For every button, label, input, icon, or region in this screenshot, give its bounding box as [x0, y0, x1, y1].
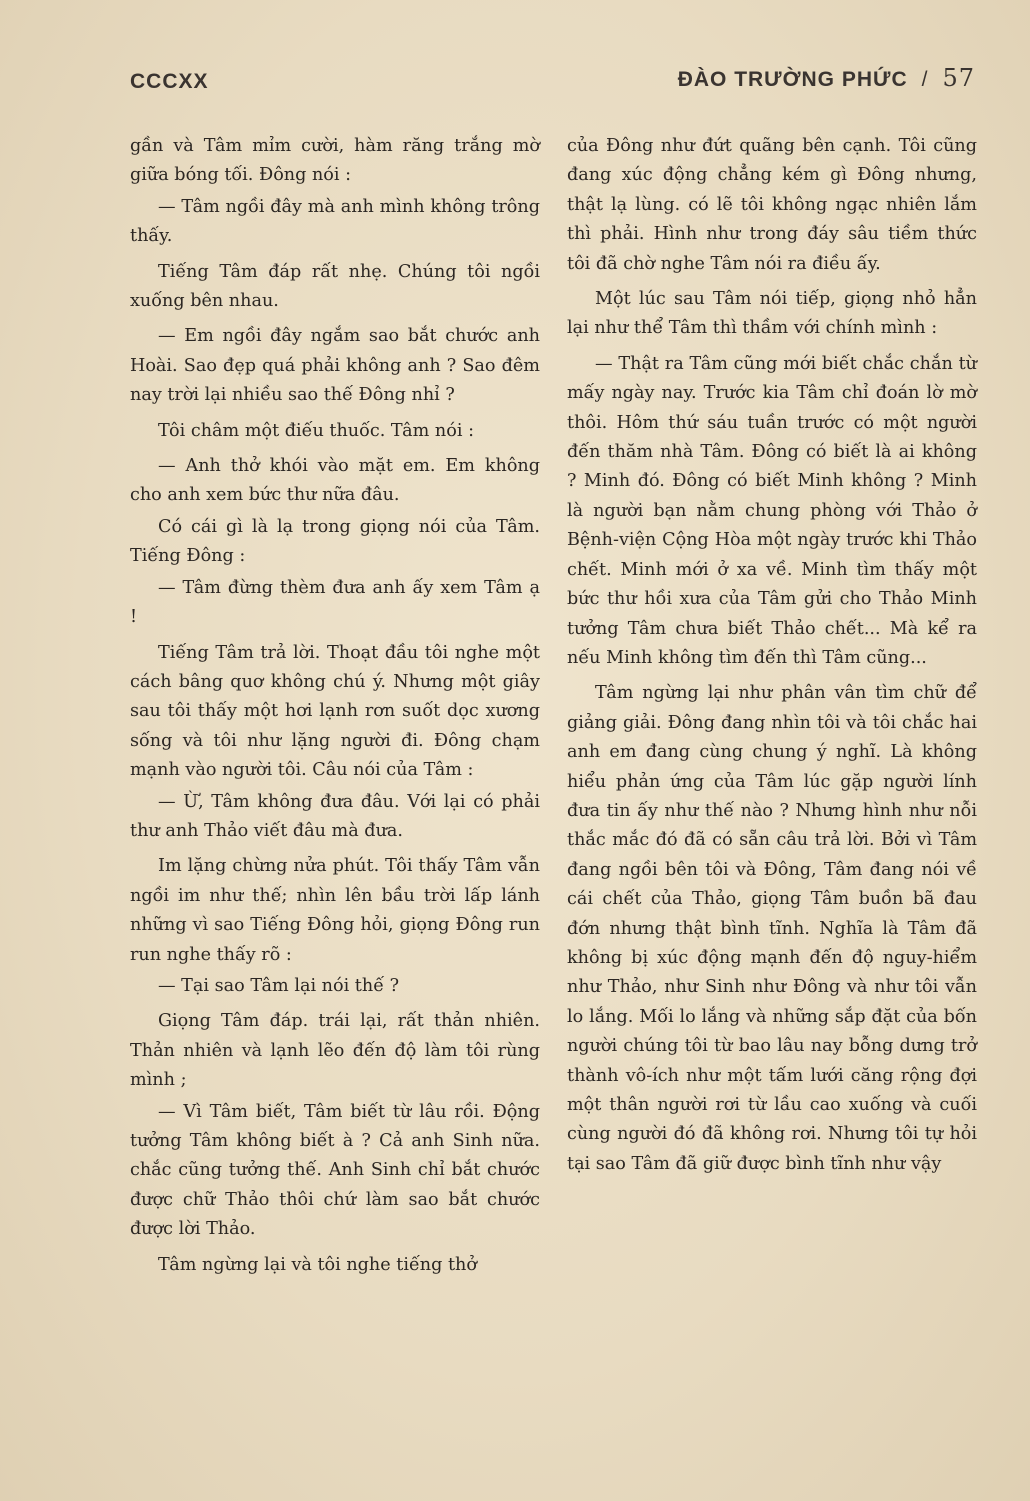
paragraph: Tiếng Tâm trả lời. Thoạt đầu tôi nghe một cách bâng quơ không chú ý. Nhưng một giây sau tôi thấy một hơi lạnh rơn suốt dọc xương sống và tôi như lặng người đi. Đông chạm mạnh vào người tôi. Câu nói của Tâm :	[130, 642, 540, 781]
paragraph: Giọng Tâm đáp. trái lại, rất thản nhiên. Thản nhiên và lạnh lẽo đến độ làm tôi rùng mình ;	[130, 1011, 540, 1091]
section-label: CCCXX	[130, 70, 209, 93]
paragraph: của Đông như đứt quãng bên cạnh. Tôi cũng đang xúc động chẳng kém gì Đông nhưng, thật lạ lùng. có lẽ tôi không ngạc nhiên lắm thì phải. Hình như trong đáy sâu tiềm thức tôi đã chờ nghe Tâm nói ra điều ấy.	[567, 136, 977, 274]
running-head	[130, 62, 975, 102]
paragraph: Tôi châm một điếu thuốc. Tâm nói :	[158, 420, 474, 441]
paragraph: — Ừ, Tâm không đưa đâu. Với lại có phải thư anh Thảo viết đâu mà đưa.	[130, 791, 540, 841]
paragraph: Có cái gì là lạ trong giọng nói của Tâm. Tiếng Đông :	[130, 516, 540, 567]
paragraph: — Thật ra Tâm cũng mới biết chắc chắn từ mấy ngày nay. Trước kia Tâm chỉ đoán lờ mờ thôi. Hôm thứ sáu tuần trước có một người đến thăm nhà Tâm. Đông có biết là ai không ? Minh đó. Đông có biết Minh không ? Minh là người bạn nằm chung phòng với Thảo ở Bệnh-viện Cộng Hòa một ngày trước khi Thảo chết. Minh mới ở xa về. Minh tìm thấy một bức thư hồi xưa của Tâm gửi cho Thảo Minh tưởng Tâm chưa biết Thảo chết... Mà kể ra nếu Minh không tìm đến thì Tâm cũng...	[567, 353, 977, 668]
author-header	[678, 64, 975, 92]
paragraph: Tâm ngừng lại và tôi nghe tiếng thở	[158, 1254, 477, 1275]
paragraph: — Tâm đừng thèm đưa anh ấy xem Tâm ạ !	[130, 577, 540, 628]
paragraph: Tiếng Tâm đáp rất nhẹ. Chúng tôi ngồi xuống bên nhau.	[130, 261, 540, 312]
paragraph: — Anh thở khói vào mặt em. Em không cho anh xem bức thư nữa đâu.	[130, 456, 540, 506]
paragraph: Im lặng chừng nửa phút. Tôi thấy Tâm vẫn ngồi im như thế; nhìn lên bầu trời lấp lánh những vì sao Tiếng Đông hỏi, giọng Đông run run nghe thấy rõ :	[130, 856, 540, 965]
paragraph: — Tại sao Tâm lại nói thế ?	[158, 975, 400, 996]
paragraph: — Em ngồi đây ngắm sao bắt chước anh Hoài. Sao đẹp quá phải không anh ? Sao đêm nay trời lại nhiều sao thế Đông nhỉ ?	[130, 326, 540, 406]
header-separator: /	[921, 68, 929, 91]
left-column	[130, 132, 540, 1282]
paragraph: — Vì Tâm biết, Tâm biết từ lâu rồi. Động tưởng Tâm không biết à ? Cả anh Sinh nữa. chắc cũng tưởng thế. Anh Sinh chỉ bắt chước được chữ Thảo thôi chứ làm sao bắt chước được lời Thảo.	[130, 1101, 540, 1240]
author-name: ĐÀO TRƯỜNG PHỨC	[677, 68, 908, 91]
paragraph: Một lúc sau Tâm nói tiếp, giọng nhỏ hẳn lại như thể Tâm thì thầm với chính mình :	[567, 289, 977, 339]
paragraph: gần và Tâm mỉm cười, hàm răng trắng mờ giữa bóng tối. Đông nói :	[130, 136, 540, 186]
paragraph: Tâm ngừng lại như phân vân tìm chữ để giảng giải. Đông đang nhìn tôi và tôi chắc hai anh em đang cùng chung ý nghĩ. Là không hiểu phản ứng của Tâm lúc gặp người lính đưa tin ấy như thế nào ? Nhưng hình như nỗi thắc mắc đó đã có sẵn câu trả lời. Bởi vì Tâm đang ngồi bên tôi và Đông, Tâm đang nói về cái chết của Thảo, giọng Tâm buồn bã đau đớn nhưng thật bình tĩnh. Nghĩa là Tâm đã không bị xúc động mạnh đến độ nguy-hiểm như Thảo, như Sinh như Đông và như tôi vẫn lo lắng. Mối lo lắng và những sắp đặt của bốn người chúng tôi từ bao lâu nay bỗng dưng trở thành vô-ích như một tấm lưới căng rộng đợi một thân người rơi từ lầu cao xuống và cuối cùng người đó đã không rơi. Nhưng tôi tự hỏi tại sao Tâm đã giữ được bình tĩnh như vậy	[567, 683, 977, 1174]
right-column	[567, 132, 977, 1181]
page-number: 57	[942, 64, 975, 92]
paragraph: — Tâm ngồi đây mà anh mình không trông thấy.	[130, 196, 540, 247]
